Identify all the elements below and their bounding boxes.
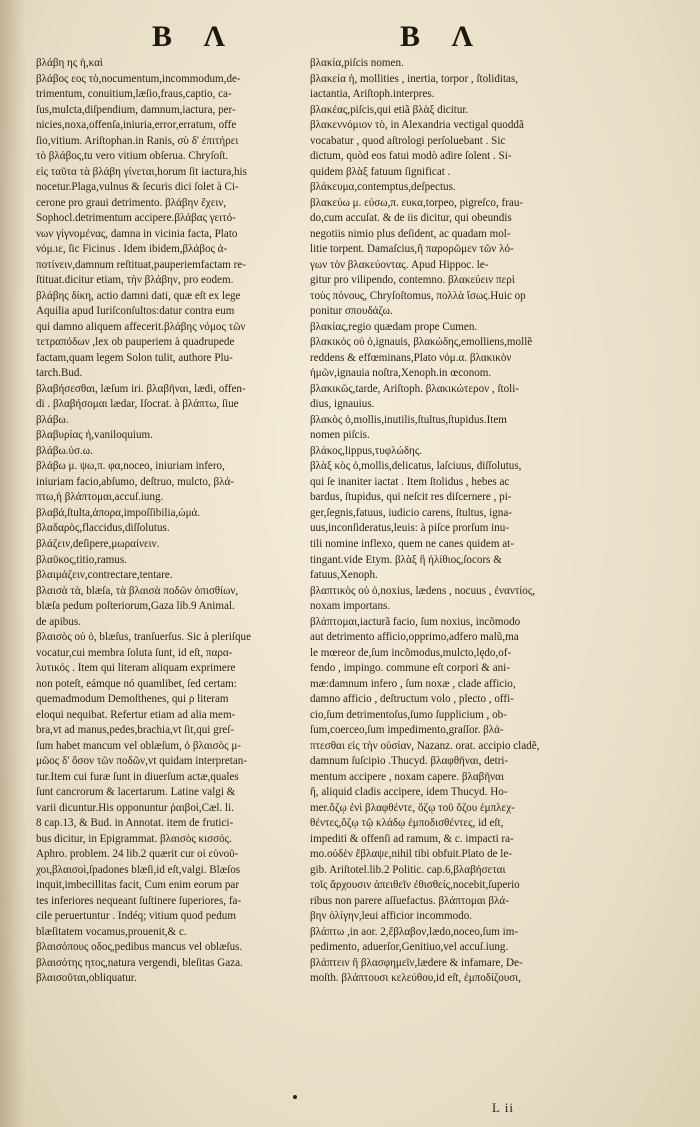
- text-line: de apibus.: [36, 615, 81, 628]
- text-line: εἰς ταῦτα τὰ βλάβη γίνεται,horum ſit iactura,his: [36, 165, 247, 178]
- text-line: ποτίνειν,damnum reſtituat,pauperiemfactam re-: [36, 258, 246, 271]
- text-line: ἡμῶν,ignauia noſtra,Xenoph.in œconom.: [310, 367, 492, 380]
- text-line: θέντες,ὄζῳ τῷ κλάδῳ ἐμποδισθέντες, id eſt,: [310, 817, 504, 830]
- text-line: bus dicitur, in Epigrammat. βλαισὸς κισσός.: [36, 832, 232, 845]
- text-line: ſus,mulcta,diſpendium, damnum,iactura, per-: [36, 103, 236, 116]
- text-line: τετραπόδων ,lex ob pauperiem à quadrupede: [36, 336, 235, 349]
- text-line: tingant.vide Etym. βλὰξ ἢ ἠλίθιος,ſocors &: [310, 553, 502, 566]
- text-line: βλάπτομαι,iacturã facio, ſum noxius, incõmodo: [310, 615, 521, 628]
- text-line: factam,quam legem Solon tulit, authore Plu-: [36, 351, 233, 364]
- text-line: ger,ſegnis,fatuus, iudicio carens, ſtultus, igna-: [310, 506, 512, 519]
- text-line: βλαβήσεσθαι, læſum iri. βλαβῆναι, lædi, offen-: [36, 382, 246, 395]
- text-line: χοι,βλαισοὶ,ſpadones blæſi,id eſt,valgi. Blæſos: [36, 863, 241, 876]
- left-column: [36, 56, 300, 987]
- text-line: λυτικός . Item qui literam aliquam exprimere: [36, 662, 236, 675]
- text-line: varii dicuntur.His opponuntur ῥαιβοὶ,Cæl. li.: [36, 801, 234, 814]
- text-line: cile peruertuntur . Indéq; vitium quod pedum: [36, 910, 236, 923]
- text-line: quidem βλὰξ fatuum ſignificat .: [310, 165, 451, 178]
- text-line: litie torpent. Damaſcius,ἢ παρορῶμεν τῶν λό-: [310, 243, 514, 256]
- text-line: βλαβυρίας ἡ,vaniloquium.: [36, 429, 153, 442]
- text-line: impediti & offenſi ad ramum, & c. impacti ra-: [310, 832, 514, 845]
- text-line: ſunt cancrorum & lacertarum. Latine valgi &: [36, 786, 236, 799]
- text-line: bra,vt ad manus,pedes,brachia,vt ſit,qui greſ-: [36, 724, 235, 737]
- text-line: βλακίας,regio quædam prope Cumen.: [310, 320, 478, 333]
- text-line: eloqui nequibat. Refertur etiam ad alia mem-: [36, 708, 236, 721]
- right-column: [310, 56, 662, 987]
- text-line: blæſa pedum poſteriorum,Gaza lib.9 Animal.: [36, 600, 235, 613]
- page-gutter-shadow: [0, 0, 26, 1127]
- text-line: do,cum accuſat. & de iis dicitur, qui obeundis: [310, 212, 512, 225]
- text-line: damnum ſuſcipio .Thucyd. βλαφθῆναι, detri-: [310, 755, 509, 768]
- text-line: Aquilia apud Iuriſconſultos:datur contra eum: [36, 305, 235, 318]
- text-line: βλαβά,ſtulta,ἀπορα,impoſſibilia,ὠμά.: [36, 506, 201, 519]
- text-line: cio,ſum detrimentoſus,ſumo ſupplicium , ob-: [310, 708, 507, 721]
- text-line: ἢ, aliquid cladis accipere, idem Thucyd. Ho-: [310, 786, 508, 799]
- text-line: βλακικός οὐ ὁ,ignauis, βλακώδης,emolliens,mollẽ: [310, 336, 533, 349]
- text-line: mo.οὐδὲν ἔβλαψε,nihil tibi obfuit.Plato de le-: [310, 848, 513, 861]
- text-line: negotiis nimio plus deſident, ac quadam mol-: [310, 227, 511, 240]
- text-line: βλαισὸς οὐ ὁ, blæſus, tranſuerſus. Sic à pleriſque: [36, 631, 252, 644]
- text-line: βλάβω μ. ψω,π. φα,noceo, iniuriam infero,: [36, 460, 225, 473]
- text-line: βλακεύω μ. εύσω,π. ευκα,torpeo, pigreſco, frau-: [310, 196, 524, 209]
- text-line: βλαπτικὸς οὐ ὁ,noxius, lædens , nocuus , ἐναντίος,: [310, 584, 535, 597]
- text-line: βλακεννόμιον τὸ, in Alexandria vectigal quoddã: [310, 119, 524, 132]
- text-line: ribus non parere aſſuefactus. βλάπτομαι βλά-: [310, 894, 509, 907]
- text-line: βλακικῶς,tarde, Ariſtoph. βλακικώτερον , ſtoli-: [310, 382, 520, 395]
- text-line: gib. Ariſtotel.lib.2 Politic. cap.6,βλαβήσεται: [310, 863, 506, 876]
- text-line: ſio,vitium. Ariſtophan.in Ranis, σὺ δ' ἐπιτήρει: [36, 134, 239, 147]
- running-head-left: B Λ: [152, 20, 238, 53]
- text-line: dictum, quòd eos fatui modò adire ſolent . Si-: [310, 150, 512, 163]
- text-line: mæ:damnum infero , ſum noxæ , clade afficio,: [310, 677, 516, 690]
- text-line: damno afficio , deſtructum volo , plecto , offi-: [310, 693, 514, 706]
- text-line: trimentum, conuitium,læſio,fraus,captio, ca-: [36, 88, 232, 101]
- text-line: βλαιμάζειν,contrectare,tentare.: [36, 569, 173, 582]
- running-head-right: B Λ: [400, 20, 486, 53]
- text-line: βλάβη ης ἡ,καὶ: [36, 57, 103, 69]
- text-line: iniuriam facio,abſumo, deſtruo, mulcto, βλά-: [36, 475, 234, 488]
- text-line: Aphro. problem. 24 lib.2 quærit cur οἱ εὐνοῦ-: [36, 848, 239, 861]
- text-line: inquit,imbecillitas facit, Cum enim eorum par: [36, 879, 240, 892]
- text-line: βην ὀλίγην,leui afficior incommodo.: [310, 910, 473, 923]
- text-line: βλάβος εος τὸ,nocumentum,incommodum,de-: [36, 72, 241, 85]
- text-line: tarch.Bud.: [36, 367, 83, 380]
- text-line: mentum accipere , noxam capere. βλαβῆναι: [310, 770, 504, 783]
- text-line: di . βλαβήσομαι lædar, Iſocrat. à βλάπτω, ſiue: [36, 398, 239, 411]
- text-line: τοὺς πόνους, Chryſoſtomus, πολλὰ ἴσως.Huic op: [310, 289, 526, 302]
- text-line: mer.ὄζῳ ἐνὶ βλαφθέντε, ὄζῳ τοῦ ὄζου ἐμπλεχ-: [310, 801, 515, 814]
- text-line: βλὰξ κὸς ὁ,mollis,delicatus, laſciuus, diſſolutus,: [310, 460, 522, 473]
- text-line: le mœreor de,ſum incõmodus,mulcto,lędo,of-: [310, 646, 512, 659]
- signature-mark: L ii: [492, 1100, 514, 1115]
- text-line: βλαισότης ητος,natura vergendi, bleſitas Gaza.: [36, 956, 243, 969]
- text-line: γων τὸν βλακεύοντας. Apud Hippoc. le-: [310, 258, 489, 271]
- text-line: βλαῦκος,titio,ramus.: [36, 553, 127, 566]
- text-line: tili nomine inflexo, quem ne canes quidem at-: [310, 537, 514, 550]
- text-line: gitur pro vilipendo, contemno. βλακεύειν περὶ: [310, 274, 515, 287]
- text-line: βλάβης δίκη, actio damni dati, quæ eſt ex lege: [36, 289, 241, 302]
- text-line: 8 cap.13, & Bud. in Annotat. item de frutici-: [36, 817, 234, 830]
- text-line: Sophocl.detrimentum accipere.βλάβας γειτό-: [36, 212, 236, 225]
- text-line: βλακία,piſcis nomen.: [310, 57, 404, 69]
- text-line: bardus, ſtupidus, qui neſcit res diſcernere , pi-: [310, 491, 512, 504]
- text-line: quemadmodum Demoſthenes, qui ρ literam: [36, 693, 229, 706]
- text-line: aut detrimento afficio,opprimo,adfero malũ,ma: [310, 631, 519, 644]
- text-line: fatuus,Xenoph.: [310, 569, 378, 582]
- text-line: tur.Item cui furæ ſunt in diuerſum actæ,quales: [36, 770, 239, 783]
- text-line: βλάζειν,deſipere,μωραίνειν.: [36, 537, 160, 550]
- text-line: μῶος δ' ὄσον τῶν ποδῶν,vt quidam interpretan-: [36, 755, 248, 768]
- text-line: non poteſt, eámque nó quamlibet, ſed certam:: [36, 677, 237, 690]
- text-line: βλακὸς ὁ,mollis,inutilis,ſtultus,ſtupidus.Item: [310, 413, 507, 426]
- text-line: τὸ βλάβος,tu vero vitium obſerua. Chryſoſt.: [36, 150, 229, 163]
- text-line: πτεσθαι εἰς τὴν οὐσίαν, Nazanz. orat. accipio cladẽ,: [310, 739, 540, 752]
- text-line: noxam importans.: [310, 600, 391, 613]
- text-line: iactantia, Ariſtoph.interpres.: [310, 88, 435, 101]
- text-line: βλάβω.: [36, 413, 69, 426]
- text-line: reddens & effœminans,Plato νόμ.α. βλακικὸν: [310, 351, 512, 364]
- text-line: βλαδαρὸς,flaccidus,diſſolutus.: [36, 522, 170, 535]
- text-line: βλάβω.ὑσ.ω.: [36, 444, 93, 457]
- text-line: βλάπτω ,in aor. 2,ἔβλαβον,lædo,noceo,ſum im-: [310, 925, 519, 938]
- text-line: vocabatur , quod aſtrologi perſoluebant . Sic: [310, 134, 506, 147]
- text-line: τοῖς ἄρχουσιν ἀπειθεῖν ἐθισθείς,nocebit,ſuperio: [310, 879, 520, 892]
- text-line: ſum habet mancum vel oblæſum, ὁ βλαισὸς μ-: [36, 739, 241, 752]
- text-line: nomen piſcis.: [310, 429, 370, 442]
- text-line: blæſitatem vocamus,prouenit,& c.: [36, 925, 187, 938]
- text-line: moſth. βλάπτουσι κελεύθου,id eſt, ἐμποδίζουσι,: [310, 972, 521, 985]
- text-line: πτω,ἡ βλάπτομαι,accuſ.iung.: [36, 491, 164, 504]
- text-line: qui damno aliquem affecerit.βλάβης νόμος τῶν: [36, 320, 246, 333]
- text-line: βλάκευμα,contemptus,deſpectus.: [310, 181, 456, 194]
- text-line: βλάκος,lippus,τυφλώδης.: [310, 444, 423, 457]
- text-line: βλαισόπους οδος,pedibus mancus vel oblæſus.: [36, 941, 243, 954]
- text-line: βλακεία ἡ, mollities , inertia, torpor , ſtoliditas,: [310, 72, 519, 85]
- text-line: ſum,coerceo,ſum impedimento,graſſor. βλά-: [310, 724, 504, 737]
- text-line: vocatur,cui membra ſoluta ſunt, id eſt, παρα-: [36, 646, 233, 659]
- text-line: nicies,noxa,offenſa,iniuria,error,erratum, offe: [36, 119, 237, 132]
- text-line: βλαισοῦται,obliquatur.: [36, 972, 137, 985]
- text-line: βλαισὰ τὰ, blæſa, τὰ βλαισὰ ποδῶν ὀπισθίων,: [36, 584, 239, 597]
- text-line: βλάπτειν ἢ βλασφημεῖν,lædere & infamare, De-: [310, 956, 523, 969]
- text-line: tes inferiores nequeant ſuſtinere ſuperiores, fa-: [36, 894, 242, 907]
- text-line: βλακέας,piſcis,qui etiã βλὰξ dicitur.: [310, 103, 469, 116]
- text-line: qui ſe inaniter iactat . Item ſtolidus , hebes ac: [310, 475, 510, 488]
- page-dot-ornament: [293, 1095, 297, 1099]
- text-line: cerone pro graui detrimento. βλάβην ἔχειν,: [36, 196, 227, 209]
- text-line: uus,inconſideratus,leuis: à piſce prorſum inu-: [310, 522, 510, 535]
- text-line: nocetur.Plaga,vulnus & ſecuris dici ſolet à Ci-: [36, 181, 239, 194]
- text-line: fendo , impingo. commune eſt corpori & ani-: [310, 662, 510, 675]
- text-line: ponitur σπουδάζω.: [310, 305, 393, 318]
- text-line: pedimento, aduerſor,Genitiuo,vel accuſ.iung.: [310, 941, 509, 954]
- text-line: νόμ.ιε, ſic Ficinus . Idem ibidem,βλάβος ἀ-: [36, 243, 228, 256]
- text-line: ſtituat.dicitur etiam, τὴν βλάβην, pro eodem.: [36, 274, 234, 287]
- text-line: νων γίγνομένας, damna in vicinia facta, Plato: [36, 227, 238, 240]
- text-line: dius, ignauius.: [310, 398, 375, 411]
